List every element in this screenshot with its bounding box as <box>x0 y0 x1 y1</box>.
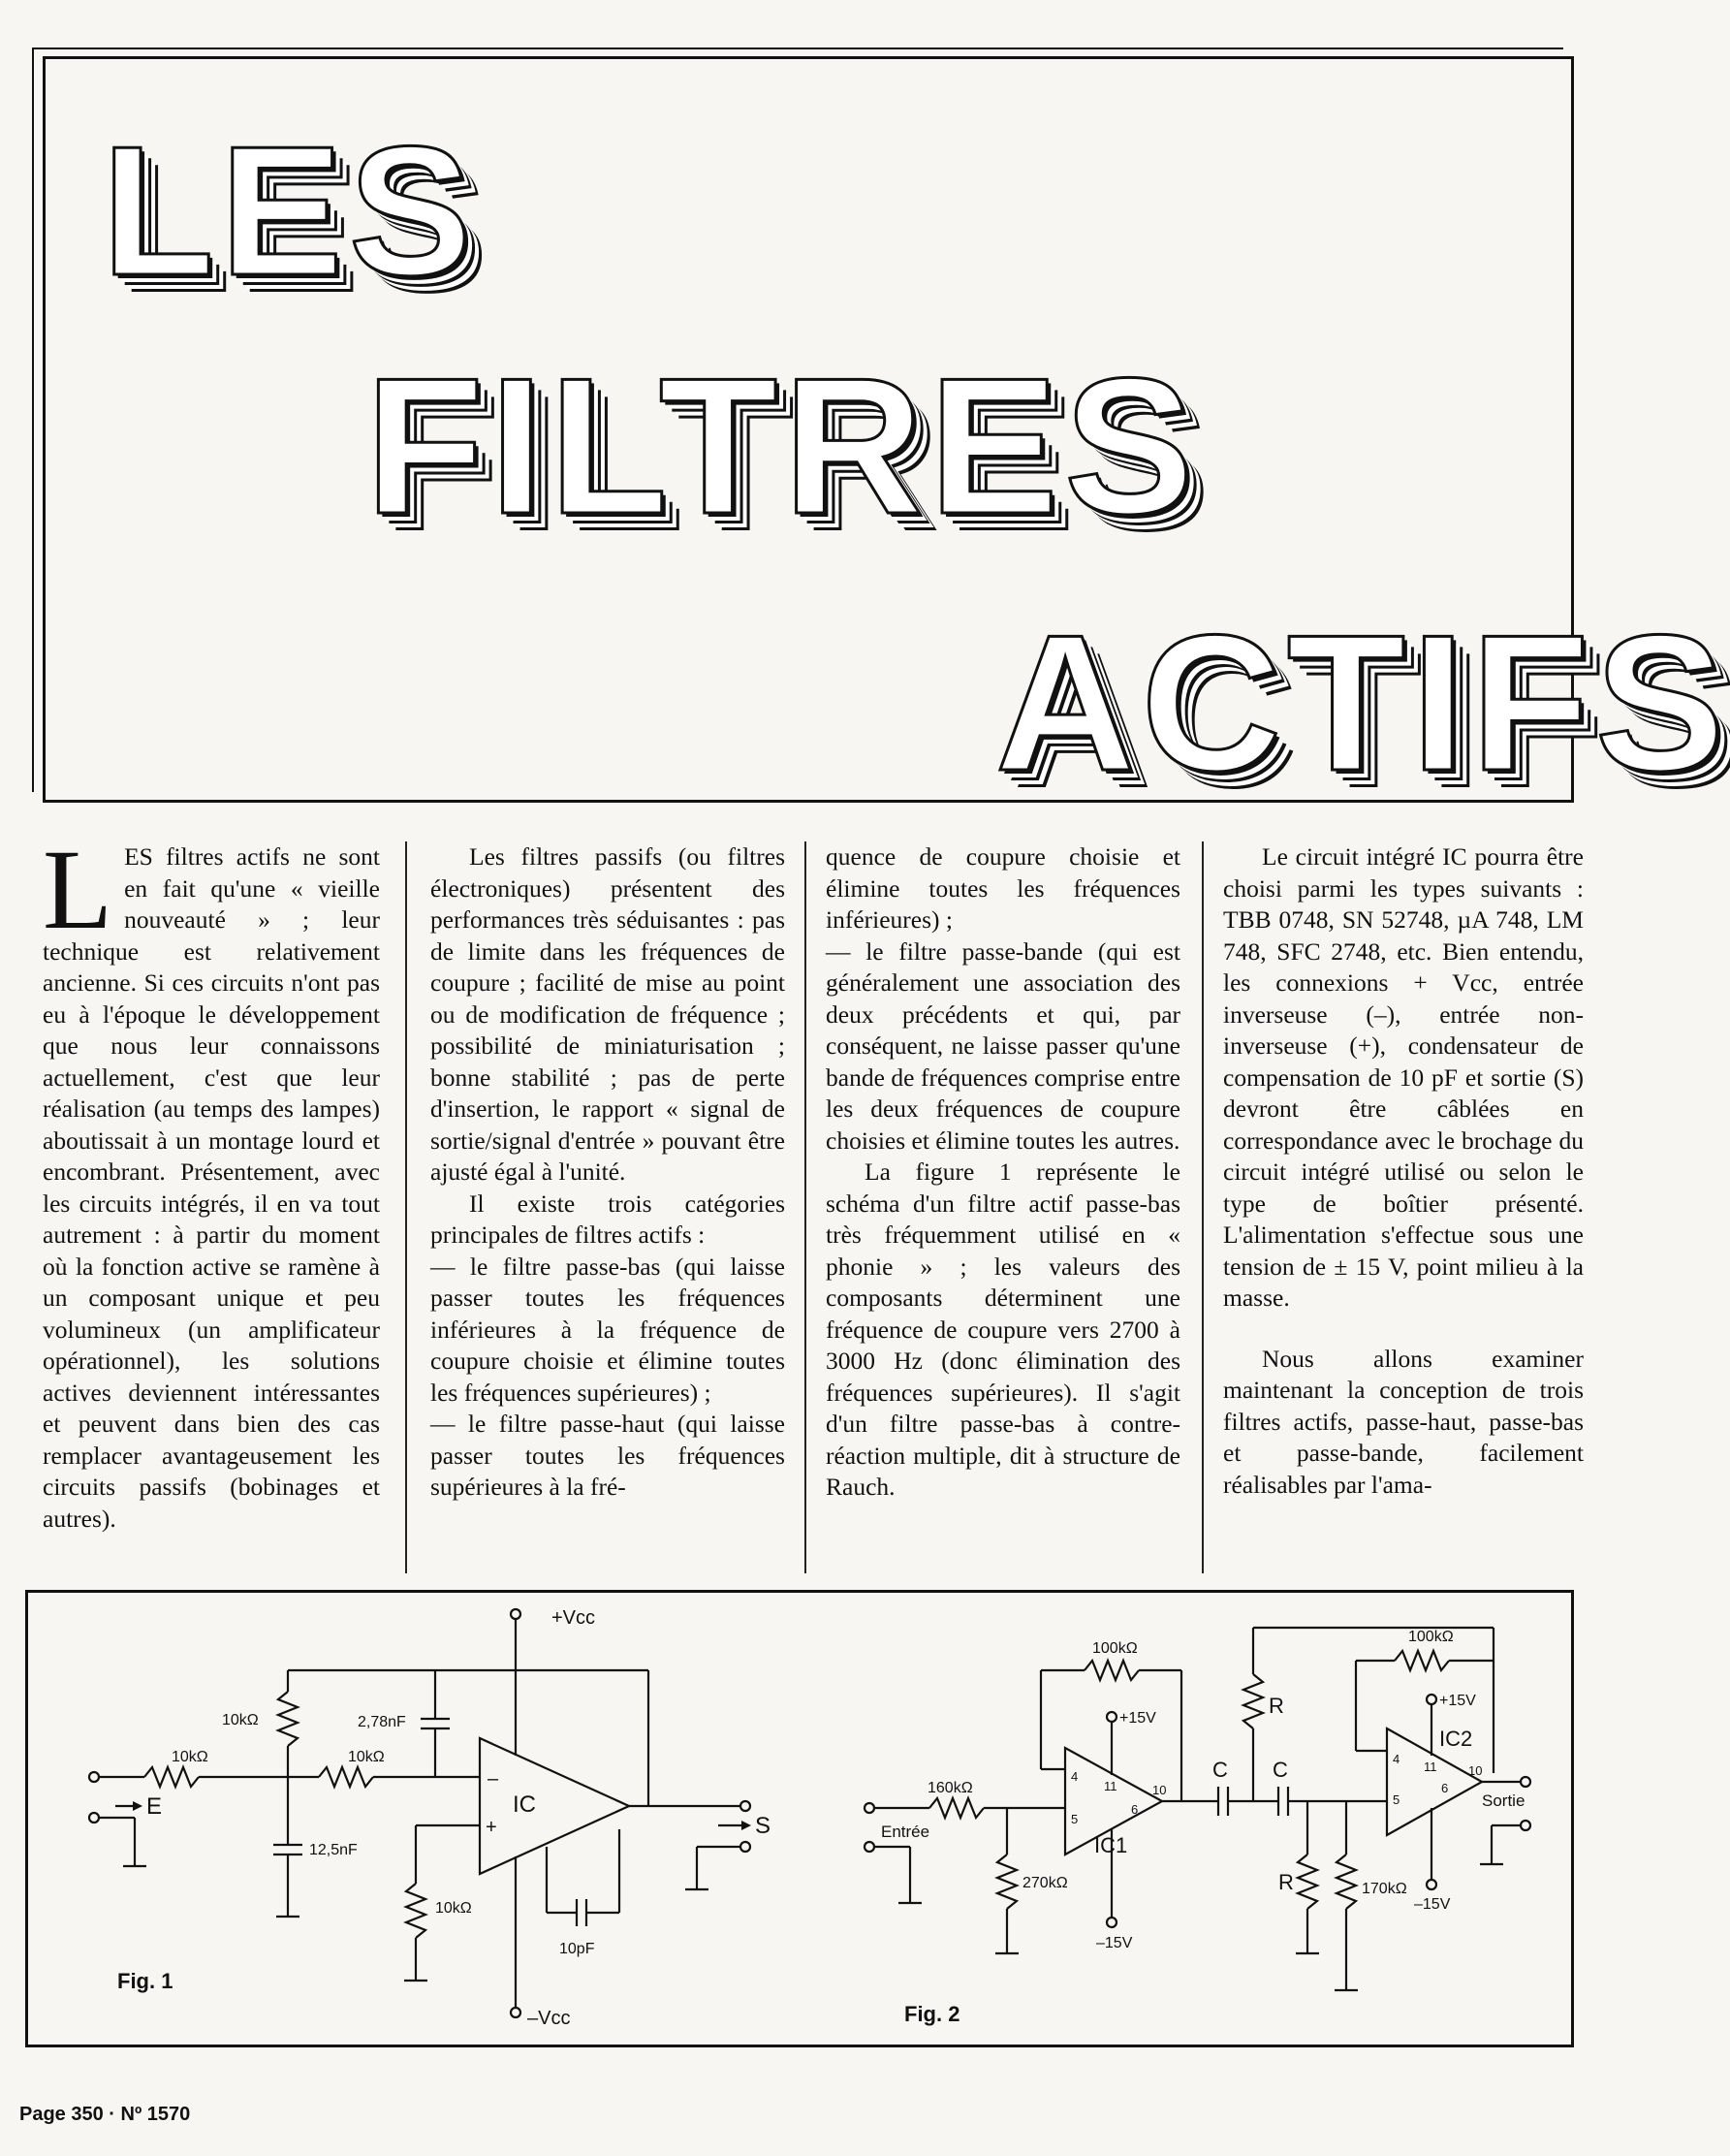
fig1-minus-label: – <box>488 1768 499 1790</box>
fig1-r2-label: 10kΩ <box>172 1749 208 1765</box>
fig2-input-label: Entrée <box>881 1823 930 1841</box>
fig1-output-label: S <box>755 1813 771 1839</box>
drop-cap: L <box>43 826 113 953</box>
fig2-cb-label: C <box>1273 1758 1288 1782</box>
figures-frame <box>25 1590 1574 2047</box>
column-rule <box>405 841 407 1573</box>
fig2-r170-label: 170kΩ <box>1362 1881 1407 1897</box>
fig1-c3-label: 10pF <box>559 1941 595 1957</box>
fig1-ic-label: IC <box>513 1791 536 1818</box>
fig1-r4-label: 10kΩ <box>435 1900 472 1917</box>
fig2-caption: Fig. 2 <box>904 2002 960 2026</box>
fig2-m15a-label: –15V <box>1096 1935 1133 1951</box>
figure-2 <box>865 1628 1530 2026</box>
fig1-input-label: E <box>146 1793 163 1820</box>
column-4 <box>1223 841 1584 1501</box>
fig2-rfb1-label: 100kΩ <box>1092 1640 1138 1657</box>
fig2-pin10b: 10 <box>1468 1763 1483 1778</box>
fig2-pin6a: 6 <box>1131 1802 1139 1817</box>
figure-1 <box>89 1607 771 2029</box>
fig2-pin5a: 5 <box>1071 1812 1079 1826</box>
column-3 <box>826 841 1180 1504</box>
title-line-2: FILTRES <box>365 338 1200 555</box>
paragraph: — le filtre passe-haut (qui laisse passer toutes les fréquences supérieures à la fré- <box>430 1410 785 1501</box>
fig1-vcc-label: +Vcc <box>551 1607 596 1629</box>
circuit-schematics <box>28 1593 1571 2045</box>
fig2-ic1-label: IC1 <box>1094 1833 1128 1857</box>
fig1-c1-label: 2,78nF <box>358 1714 406 1730</box>
fig2-p15a-label: +15V <box>1119 1710 1156 1727</box>
fig1-caption: Fig. 1 <box>117 1969 173 1993</box>
fig2-rbot-label: R <box>1278 1870 1294 1894</box>
fig1-plus-label: + <box>486 1817 497 1838</box>
fig2-pin6b: 6 <box>1441 1781 1449 1795</box>
paragraph: — le filtre passe-bande (qui est généralement une association des deux précédents et qui, par conséquent, ne laisse passer qu'une bande de fréquences comprise entre les deux fréquences de coupure choisies et élimine toutes les autres. <box>826 936 1180 1155</box>
title-frame <box>43 56 1730 811</box>
fig2-ca-label: C <box>1212 1758 1228 1782</box>
paragraph: Les filtres passifs (ou filtres électroniques) présentent des performances très séduisantes : pas de limite dans les fréquences de coupure ; facilité de mise au point ou de modification de fréquence ; possibilité de miniaturisation ; bonne stabilité ; pas de perte d'insertion, le rapport « signal de sortie/signal d'entrée » pouvant être ajusté égal à l'unité. <box>430 842 785 1186</box>
title-line-3: ACTIFS <box>995 595 1730 811</box>
fig2-m15b-label: –15V <box>1414 1896 1451 1913</box>
fig2-ic2-label: IC2 <box>1439 1727 1473 1751</box>
article-body <box>43 826 1584 1578</box>
paragraph: La figure 1 représente le schéma d'un filtre actif passe-bas très fréquemment utilisé en « phonie » ; les valeurs des composants déterminent une fréquence de coupure vers 2700 à 3000 Hz (donc élimination des fréquences supérieures). Il s'agit d'un filtre passe-bas à contre-réaction multiple, dit à structure de Rauch. <box>826 1157 1180 1501</box>
column-2 <box>430 841 785 1504</box>
paragraph: Le circuit intégré IC pourra être choisi parmi les types suivants : TBB 0748, SN 52748, µA 748, LM 748, SFC 2748, etc. Bien entendu, les connexions + Vcc, entrée inverseuse (–), entrée non-inverseuse (+), condensateur de compensation de 10 pF et sortie (S) devront être câblées en correspondance avec le brochage du circuit intégré utilisé ou selon le type de boîtier présenté. L'alimentation s'effectue sous une tension de ± 15 V, point milieu à la masse. <box>1223 842 1584 1312</box>
fig1-r1-label: 10kΩ <box>222 1712 259 1728</box>
fig2-rin-label: 160kΩ <box>928 1780 973 1796</box>
column-rule <box>804 841 806 1573</box>
fig1-vee-label: –Vcc <box>527 2008 571 2029</box>
fig2-rfb2-label: 100kΩ <box>1408 1629 1454 1645</box>
paragraph: Nous allons examiner maintenant la conception de trois filtres actifs, passe-haut, passe-bas et passe-bande, facilement réalisables par l'ama- <box>1223 1344 1584 1499</box>
fig2-r270-label: 270kΩ <box>1022 1875 1068 1891</box>
fig2-p15b-label: +15V <box>1439 1693 1476 1709</box>
paragraph: quence de coupure choisie et élimine toutes les fréquences inférieures) ; <box>826 842 1180 934</box>
fig2-rtop-label: R <box>1269 1694 1284 1718</box>
fig2-pin5b: 5 <box>1393 1792 1400 1807</box>
fig2-pin4b: 4 <box>1393 1752 1400 1766</box>
title-line-1: LES <box>102 109 478 314</box>
column-rule <box>1202 841 1204 1573</box>
column-1 <box>43 826 380 1535</box>
page-footer: Page 350 · Nº 1570 <box>19 2104 191 2125</box>
paragraph: — le filtre passe-bas (qui laisse passer toutes les fréquences inférieures à la fréquence de coupure choisie et élimine toutes les fréquences supérieures) ; <box>430 1252 785 1407</box>
paragraph: Il existe trois catégories principales de filtres actifs : <box>430 1189 785 1249</box>
fig2-pin11a: 11 <box>1104 1779 1117 1793</box>
paragraph: ES filtres actifs ne sont en fait qu'une « vieille nouveauté » ; leur technique est relativement ancienne. Si ces circuits n'ont pas eu à l'époque le développement que nous leur connaissons actuellement, c'est que leur réalisation (au temps des lampes) aboutissait à un montage lourd et encombrant. Présentement, avec les circuits intégrés, il en va tout autrement : à partir du moment où la fonction active se ramène à un composant unique et peu volumineux (un amplificateur opérationnel), les solutions actives deviennent intéressantes et peuvent dans bien des cas remplacer avantageusement les circuits passifs (bobinages et autres). <box>43 842 380 1533</box>
fig2-output-label: Sortie <box>1482 1791 1526 1810</box>
fig2-pin11b: 11 <box>1424 1760 1437 1774</box>
fig1-r3-label: 10kΩ <box>348 1749 385 1765</box>
fig1-c2-label: 12,5nF <box>309 1842 358 1858</box>
fig2-pin10a: 10 <box>1152 1783 1167 1797</box>
fig2-pin4a: 4 <box>1071 1769 1079 1784</box>
